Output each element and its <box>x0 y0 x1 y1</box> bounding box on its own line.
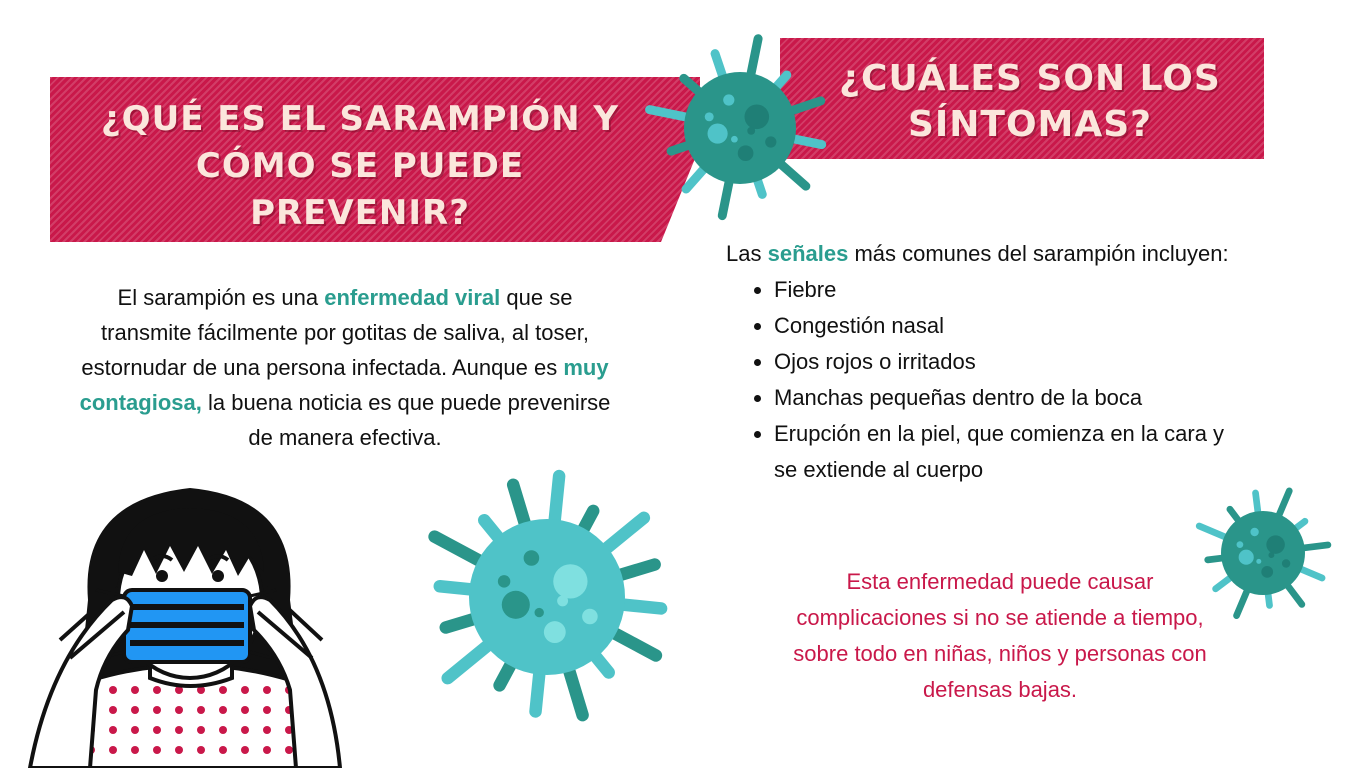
symptoms-intro: Las señales más comunes del sarampión incluyen: <box>726 241 1229 266</box>
girl-with-mask-illustration <box>0 480 380 768</box>
left-paragraph: El sarampión es una enfermedad viral que se transmite fácilmente por gotitas de saliva, al toser, estornudar de una persona infectada. Aunque es muy contagiosa, la buena noticia es que puede prevenirse de manera efectiva. <box>79 285 611 450</box>
virus-icon <box>412 462 682 732</box>
symptoms-section <box>726 236 1246 488</box>
symptom-item: • Manchas pequeñas dentro de la boca <box>774 380 1246 416</box>
symptom-item: • Fiebre <box>774 272 1246 308</box>
symptoms-list <box>726 272 1246 488</box>
symptom-item: • Ojos rojos o irritados <box>774 344 1246 380</box>
symptom-item: • Congestión nasal <box>774 308 1246 344</box>
right-title: ¿CUÁLES SON LOS SÍNTOMAS? <box>839 58 1221 145</box>
warning-text: Esta enfermedad puede causar complicaciones si no se atiende a tiempo, sobre todo en niñas, niños y personas con defensas bajas. <box>793 569 1207 702</box>
left-title: ¿QUÉ ES EL SARAMPIÓN Y CÓMO SE PUEDE PREVENIR? <box>100 99 620 233</box>
virus-icon <box>640 28 840 228</box>
symptom-item: • Erupción en la piel, que comienza en la cara y se extiende al cuerpo <box>774 416 1246 488</box>
